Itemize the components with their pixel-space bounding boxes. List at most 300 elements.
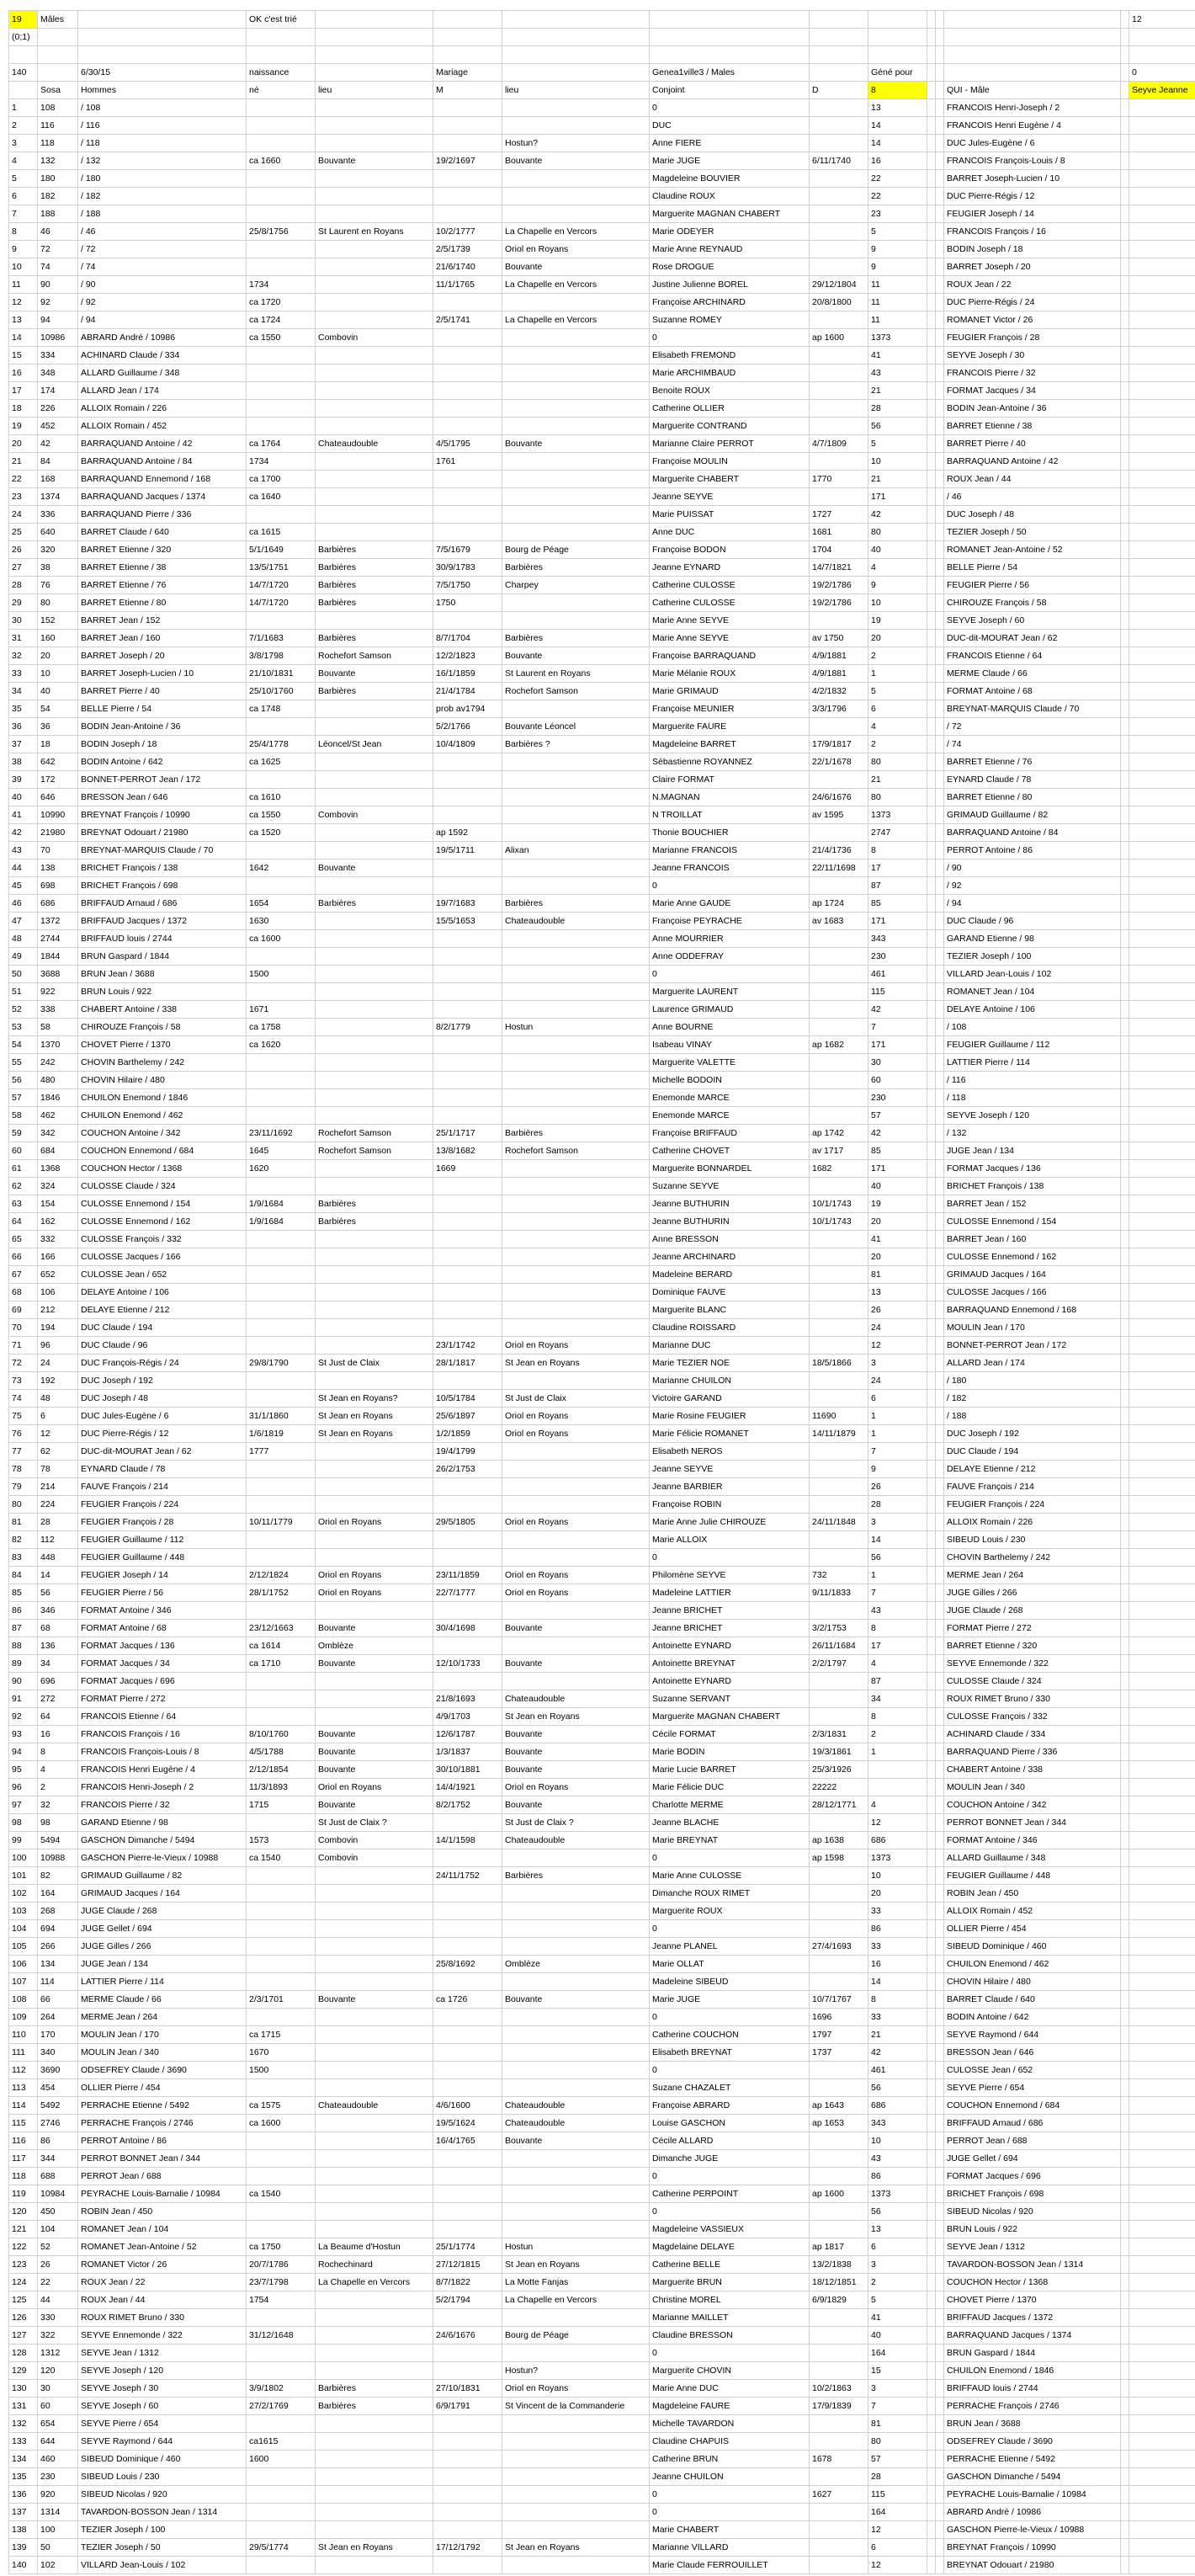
cell[interactable]: 330	[38, 2309, 78, 2327]
cell[interactable]	[936, 1072, 944, 1089]
cell[interactable]	[1129, 135, 1195, 152]
cell[interactable]	[247, 1531, 316, 1549]
cell[interactable]: 0	[650, 877, 810, 895]
cell[interactable]	[1129, 665, 1195, 683]
cell[interactable]	[1129, 983, 1195, 1001]
cell[interactable]	[1121, 2044, 1129, 2062]
cell[interactable]: 10/1/1743	[810, 1213, 868, 1231]
cell[interactable]: / 94	[944, 895, 1121, 913]
cell[interactable]: 1372	[38, 913, 78, 930]
cell[interactable]: Hostun	[502, 2238, 650, 2256]
cell[interactable]	[433, 1231, 502, 1248]
cell[interactable]: 91	[9, 1690, 38, 1708]
cell[interactable]: 3	[9, 135, 38, 152]
cell[interactable]	[247, 2132, 316, 2150]
cell[interactable]: 138	[9, 2521, 38, 2539]
cell[interactable]: Oriol en Royans	[502, 1584, 650, 1602]
cell[interactable]: 31	[9, 630, 38, 647]
cell[interactable]	[1129, 2009, 1195, 2026]
cell[interactable]	[1121, 365, 1129, 382]
cell[interactable]	[1121, 895, 1129, 913]
cell[interactable]: 56	[868, 2203, 927, 2221]
cell[interactable]	[316, 1372, 433, 1390]
cell[interactable]: 9/11/1833	[810, 1584, 868, 1602]
cell[interactable]	[936, 1372, 944, 1390]
cell[interactable]: 9	[868, 577, 927, 594]
cell[interactable]: Bouvante	[316, 1655, 433, 1673]
cell[interactable]	[247, 117, 316, 135]
cell[interactable]: 0	[650, 2168, 810, 2185]
cell[interactable]: 4/9/1881	[810, 665, 868, 683]
cell[interactable]: Seyve Jeanne	[1129, 82, 1195, 99]
cell[interactable]: 139	[9, 2539, 38, 2557]
cell[interactable]: Omblèze	[502, 1956, 650, 1973]
cell[interactable]	[1121, 700, 1129, 718]
cell[interactable]: 28	[868, 2468, 927, 2486]
cell[interactable]: 23/1/1742	[433, 1337, 502, 1355]
cell[interactable]: MERME Jean / 264	[78, 2009, 247, 2026]
cell[interactable]: DUC Joseph / 48	[944, 506, 1121, 524]
cell[interactable]: 137	[9, 2504, 38, 2521]
cell[interactable]: 13	[9, 311, 38, 329]
cell[interactable]	[1121, 2079, 1129, 2097]
cell[interactable]: CULOSSE Jacques / 166	[944, 1284, 1121, 1301]
cell[interactable]	[810, 2150, 868, 2168]
cell[interactable]: D	[810, 82, 868, 99]
cell[interactable]	[316, 1920, 433, 1938]
cell[interactable]	[1129, 2256, 1195, 2274]
cell[interactable]	[927, 2398, 936, 2415]
cell[interactable]	[936, 683, 944, 700]
cell[interactable]	[433, 1549, 502, 1567]
cell[interactable]: 28	[868, 400, 927, 418]
cell[interactable]	[433, 2150, 502, 2168]
cell[interactable]	[810, 1602, 868, 1620]
cell[interactable]	[502, 2044, 650, 2062]
cell[interactable]: FRANCOIS François / 16	[944, 223, 1121, 241]
cell[interactable]	[927, 1761, 936, 1779]
cell[interactable]: Marianne VILLARD	[650, 2539, 810, 2557]
cell[interactable]	[247, 46, 316, 64]
cell[interactable]: QUI - Mâle	[944, 82, 1121, 99]
cell[interactable]: Barbières ?	[502, 736, 650, 753]
cell[interactable]: 0	[650, 966, 810, 983]
cell[interactable]: 120	[38, 2362, 78, 2380]
cell[interactable]	[1129, 2557, 1195, 2574]
cell[interactable]	[1129, 223, 1195, 241]
cell[interactable]: 60	[9, 1142, 38, 1160]
cell[interactable]: 212	[38, 1301, 78, 1319]
cell[interactable]: 1669	[433, 1160, 502, 1178]
cell[interactable]: ca 1710	[247, 1655, 316, 1673]
cell[interactable]: Rochefort Samson	[316, 1125, 433, 1142]
cell[interactable]: 27/12/1815	[433, 2256, 502, 2274]
cell[interactable]: 16	[868, 1956, 927, 1973]
cell[interactable]: Oriol en Royans	[316, 1514, 433, 1531]
cell[interactable]	[936, 2132, 944, 2150]
cell[interactable]: 1620	[247, 1160, 316, 1178]
cell[interactable]: 12	[868, 2557, 927, 2574]
cell[interactable]: SEYVE Ennemonde / 322	[944, 1655, 1121, 1673]
cell[interactable]	[1121, 1867, 1129, 1885]
cell[interactable]	[502, 29, 650, 46]
cell[interactable]: 1	[9, 99, 38, 117]
cell[interactable]: / 116	[944, 1072, 1121, 1089]
cell[interactable]: COUCHON Antoine / 342	[78, 1125, 247, 1142]
cell[interactable]	[927, 594, 936, 612]
cell[interactable]: 98	[38, 1814, 78, 1832]
cell[interactable]	[1121, 2451, 1129, 2468]
cell[interactable]: 40	[868, 2327, 927, 2344]
cell[interactable]	[502, 294, 650, 311]
cell[interactable]: DUC Joseph / 192	[944, 1425, 1121, 1443]
cell[interactable]: 58	[38, 1019, 78, 1036]
cell[interactable]	[1129, 2185, 1195, 2203]
cell[interactable]	[936, 1213, 944, 1231]
cell[interactable]: 140	[9, 64, 38, 82]
cell[interactable]	[927, 2009, 936, 2026]
cell[interactable]: 21/6/1740	[433, 258, 502, 276]
cell[interactable]	[1121, 1301, 1129, 1319]
cell[interactable]	[1121, 382, 1129, 400]
cell[interactable]	[433, 11, 502, 29]
cell[interactable]: ALLOIX Romain / 226	[78, 400, 247, 418]
cell[interactable]	[1121, 789, 1129, 806]
cell[interactable]	[1129, 188, 1195, 205]
cell[interactable]	[810, 1549, 868, 1567]
cell[interactable]: 110	[9, 2026, 38, 2044]
cell[interactable]	[1129, 2504, 1195, 2521]
cell[interactable]	[316, 1019, 433, 1036]
cell[interactable]: 26/2/1753	[433, 1461, 502, 1478]
cell[interactable]: 188	[38, 205, 78, 223]
cell[interactable]: 13	[868, 1284, 927, 1301]
cell[interactable]: JUGE Gellet / 694	[944, 2150, 1121, 2168]
cell[interactable]: 7	[868, 1584, 927, 1602]
cell[interactable]	[502, 2309, 650, 2327]
cell[interactable]: 112	[38, 1531, 78, 1549]
cell[interactable]: 171	[868, 488, 927, 506]
cell[interactable]: 107	[9, 1973, 38, 1991]
cell[interactable]: Justine Julienne BOREL	[650, 276, 810, 294]
cell[interactable]	[433, 2185, 502, 2203]
cell[interactable]: 47	[9, 913, 38, 930]
cell[interactable]	[1129, 2026, 1195, 2044]
cell[interactable]	[1129, 1036, 1195, 1054]
cell[interactable]	[927, 983, 936, 1001]
cell[interactable]: 29/5/1805	[433, 1514, 502, 1531]
cell[interactable]	[810, 170, 868, 188]
cell[interactable]	[502, 382, 650, 400]
cell[interactable]	[1121, 117, 1129, 135]
cell[interactable]	[936, 718, 944, 736]
cell[interactable]: 1671	[247, 1001, 316, 1019]
cell[interactable]: 100	[38, 2521, 78, 2539]
cell[interactable]	[810, 418, 868, 435]
cell[interactable]	[502, 1001, 650, 1019]
cell[interactable]	[927, 647, 936, 665]
cell[interactable]	[936, 2521, 944, 2539]
cell[interactable]: 74	[38, 258, 78, 276]
cell[interactable]: FORMAT Antoine / 68	[944, 683, 1121, 700]
cell[interactable]	[247, 1708, 316, 1726]
cell[interactable]	[810, 2221, 868, 2238]
cell[interactable]	[1129, 630, 1195, 647]
cell[interactable]	[936, 117, 944, 135]
cell[interactable]	[927, 223, 936, 241]
cell[interactable]	[927, 1072, 936, 1089]
cell[interactable]	[433, 1814, 502, 1832]
cell[interactable]	[936, 2256, 944, 2274]
cell[interactable]	[247, 1956, 316, 1973]
cell[interactable]: Bouvante	[502, 1655, 650, 1673]
cell[interactable]: Marie ARCHIMBAUD	[650, 365, 810, 382]
cell[interactable]: 1573	[247, 1832, 316, 1850]
cell[interactable]: 43	[868, 2150, 927, 2168]
cell[interactable]: 101	[9, 1867, 38, 1885]
cell[interactable]: Jeanne BARBIER	[650, 1478, 810, 1496]
cell[interactable]	[502, 2062, 650, 2079]
cell[interactable]	[247, 771, 316, 789]
cell[interactable]	[1121, 329, 1129, 347]
cell[interactable]	[1121, 400, 1129, 418]
cell[interactable]: Barbières	[316, 1213, 433, 1231]
cell[interactable]: 171	[868, 1160, 927, 1178]
cell[interactable]	[1129, 152, 1195, 170]
cell[interactable]: CHABERT Antoine / 338	[78, 1001, 247, 1019]
cell[interactable]: 50	[38, 2539, 78, 2557]
cell[interactable]	[316, 2026, 433, 2044]
cell[interactable]: GASCHON Pierre-le-Vieux / 10988	[78, 1850, 247, 1867]
cell[interactable]: Jeanne FRANCOIS	[650, 860, 810, 877]
cell[interactable]	[936, 1903, 944, 1920]
cell[interactable]	[247, 418, 316, 435]
cell[interactable]	[1129, 913, 1195, 930]
cell[interactable]: / 90	[944, 860, 1121, 877]
cell[interactable]: 16	[38, 1726, 78, 1743]
cell[interactable]: MERME Claude / 66	[78, 1991, 247, 2009]
cell[interactable]: 41	[868, 1231, 927, 1248]
cell[interactable]	[936, 506, 944, 524]
cell[interactable]	[1129, 2309, 1195, 2327]
cell[interactable]: ca 1660	[247, 152, 316, 170]
cell[interactable]: Jeanne SEYVE	[650, 1461, 810, 1478]
cell[interactable]	[936, 1355, 944, 1372]
cell[interactable]: 27	[9, 559, 38, 577]
cell[interactable]	[502, 2521, 650, 2539]
cell[interactable]	[927, 1726, 936, 1743]
cell[interactable]: DUC Claude / 194	[78, 1319, 247, 1337]
cell[interactable]	[1121, 1973, 1129, 1991]
cell[interactable]	[433, 2009, 502, 2026]
cell[interactable]: Barbières	[316, 2398, 433, 2415]
cell[interactable]	[936, 241, 944, 258]
cell[interactable]	[1129, 789, 1195, 806]
cell[interactable]: DUC Jules-Eugène / 6	[944, 135, 1121, 152]
cell[interactable]	[936, 2309, 944, 2327]
cell[interactable]	[927, 1036, 936, 1054]
cell[interactable]: Françoise PEYRACHE	[650, 913, 810, 930]
cell[interactable]	[316, 2344, 433, 2362]
cell[interactable]: 52	[9, 1001, 38, 1019]
cell[interactable]: 115	[9, 2115, 38, 2132]
cell[interactable]: 25/1/1774	[433, 2238, 502, 2256]
cell[interactable]: Michelle TAVARDON	[650, 2415, 810, 2433]
cell[interactable]	[316, 2557, 433, 2574]
cell[interactable]: 4/2/1832	[810, 683, 868, 700]
cell[interactable]: 24/11/1752	[433, 1867, 502, 1885]
cell[interactable]: Catherine OLLIER	[650, 400, 810, 418]
cell[interactable]	[1121, 1832, 1129, 1850]
cell[interactable]: 25/1/1717	[433, 1125, 502, 1142]
cell[interactable]: DELAYE Etienne / 212	[944, 1461, 1121, 1478]
cell[interactable]	[433, 1319, 502, 1337]
cell[interactable]: 63	[9, 1195, 38, 1213]
cell[interactable]	[316, 1443, 433, 1461]
cell[interactable]	[433, 1903, 502, 1920]
cell[interactable]	[936, 806, 944, 824]
cell[interactable]	[936, 842, 944, 860]
cell[interactable]	[1121, 347, 1129, 365]
cell[interactable]: 16	[9, 365, 38, 382]
cell[interactable]	[316, 966, 433, 983]
cell[interactable]: 90	[38, 276, 78, 294]
cell[interactable]: 103	[9, 1903, 38, 1920]
cell[interactable]: BODIN Antoine / 642	[944, 2009, 1121, 2026]
cell[interactable]	[927, 2309, 936, 2327]
cell[interactable]: Oriol en Royans	[316, 1584, 433, 1602]
cell[interactable]: BODIN Antoine / 642	[78, 753, 247, 771]
cell[interactable]: 164	[38, 1885, 78, 1903]
cell[interactable]: ca 1625	[247, 753, 316, 771]
cell[interactable]: 8/2/1752	[433, 1796, 502, 1814]
cell[interactable]	[433, 1938, 502, 1956]
cell[interactable]	[936, 1956, 944, 1973]
cell[interactable]: St Just de Claix	[316, 1355, 433, 1372]
cell[interactable]: 85	[9, 1584, 38, 1602]
cell[interactable]: Bouvante	[502, 1761, 650, 1779]
cell[interactable]	[316, 258, 433, 276]
cell[interactable]	[1129, 2115, 1195, 2132]
cell[interactable]: BONNET-PERROT Jean / 172	[78, 771, 247, 789]
cell[interactable]: Jeanne PLANEL	[650, 1938, 810, 1956]
cell[interactable]: 25	[9, 524, 38, 541]
cell[interactable]	[927, 276, 936, 294]
cell[interactable]: ALLOIX Romain / 452	[78, 418, 247, 435]
cell[interactable]	[316, 2168, 433, 2185]
cell[interactable]	[927, 2238, 936, 2256]
cell[interactable]	[1121, 647, 1129, 665]
cell[interactable]	[927, 948, 936, 966]
cell[interactable]: 922	[38, 983, 78, 1001]
cell[interactable]: BARRET Claude / 640	[944, 1991, 1121, 2009]
cell[interactable]: av 1683	[810, 913, 868, 930]
cell[interactable]: ROUX Jean / 22	[944, 276, 1121, 294]
cell[interactable]: 192	[38, 1372, 78, 1390]
cell[interactable]: Dimanche ROUX RIMET	[650, 1885, 810, 1903]
cell[interactable]: CHUILON Enemond / 462	[78, 1107, 247, 1125]
cell[interactable]	[936, 135, 944, 152]
cell[interactable]: / 72	[944, 718, 1121, 736]
cell[interactable]	[1121, 1461, 1129, 1478]
cell[interactable]: 85	[868, 1142, 927, 1160]
cell[interactable]	[1121, 2362, 1129, 2380]
cell[interactable]: 152	[38, 612, 78, 630]
cell[interactable]	[1129, 1673, 1195, 1690]
cell[interactable]: 2/12/1854	[247, 1761, 316, 1779]
cell[interactable]: ROMANET Jean / 104	[78, 2221, 247, 2238]
cell[interactable]	[1129, 2521, 1195, 2539]
cell[interactable]	[936, 276, 944, 294]
cell[interactable]: BRIFFAUD Arnaud / 686	[78, 895, 247, 913]
cell[interactable]	[1129, 1956, 1195, 1973]
cell[interactable]: St Just de Claix	[502, 1390, 650, 1408]
cell[interactable]	[1121, 665, 1129, 683]
cell[interactable]: GASCHON Pierre-le-Vieux / 10988	[944, 2521, 1121, 2539]
cell[interactable]	[316, 1708, 433, 1726]
cell[interactable]	[502, 1160, 650, 1178]
cell[interactable]: 136	[38, 1637, 78, 1655]
cell[interactable]	[1129, 1796, 1195, 1814]
cell[interactable]: 1500	[247, 966, 316, 983]
cell[interactable]: 56	[868, 2079, 927, 2097]
cell[interactable]: SEYVE Joseph / 120	[944, 1107, 1121, 1125]
cell[interactable]: OLLIER Pierre / 454	[944, 1920, 1121, 1938]
cell[interactable]	[316, 400, 433, 418]
cell[interactable]: 28/12/1771	[810, 1796, 868, 1814]
cell[interactable]	[316, 1301, 433, 1319]
cell[interactable]: 1373	[868, 1850, 927, 1867]
cell[interactable]	[944, 64, 1121, 82]
cell[interactable]: 42	[868, 1001, 927, 1019]
cell[interactable]	[1121, 1779, 1129, 1796]
cell[interactable]	[1121, 1019, 1129, 1036]
cell[interactable]	[1121, 1478, 1129, 1496]
cell[interactable]: 23/11/1692	[247, 1125, 316, 1142]
cell[interactable]: / 180	[944, 1372, 1121, 1390]
cell[interactable]: 82	[38, 1867, 78, 1885]
cell[interactable]: Oriol en Royans	[502, 2380, 650, 2398]
cell[interactable]	[1129, 1284, 1195, 1301]
cell[interactable]: Antoinette EYNARD	[650, 1637, 810, 1655]
cell[interactable]: 34	[868, 1690, 927, 1708]
cell[interactable]: 83	[9, 1549, 38, 1567]
cell[interactable]	[936, 1089, 944, 1107]
cell[interactable]	[433, 1089, 502, 1107]
cell[interactable]: 32	[9, 647, 38, 665]
cell[interactable]: 99	[9, 1832, 38, 1850]
cell[interactable]	[1129, 2468, 1195, 2486]
cell[interactable]	[810, 948, 868, 966]
cell[interactable]	[502, 1036, 650, 1054]
cell[interactable]: CHUILON Enemond / 1846	[78, 1089, 247, 1107]
cell[interactable]	[1129, 1938, 1195, 1956]
cell[interactable]	[927, 2185, 936, 2203]
cell[interactable]	[316, 1956, 433, 1973]
cell[interactable]	[927, 1355, 936, 1372]
cell[interactable]	[316, 241, 433, 258]
cell[interactable]: 25/4/1778	[247, 736, 316, 753]
cell[interactable]: TAVARDON-BOSSON Jean / 1314	[944, 2256, 1121, 2274]
cell[interactable]: 27/4/1693	[810, 1938, 868, 1956]
cell[interactable]	[1121, 1125, 1129, 1142]
cell[interactable]: Barbières	[316, 630, 433, 647]
cell[interactable]: DELAYE Etienne / 212	[78, 1301, 247, 1319]
cell[interactable]: 1368	[38, 1160, 78, 1178]
cell[interactable]	[502, 1266, 650, 1284]
cell[interactable]: 97	[9, 1796, 38, 1814]
cell[interactable]	[936, 1425, 944, 1443]
